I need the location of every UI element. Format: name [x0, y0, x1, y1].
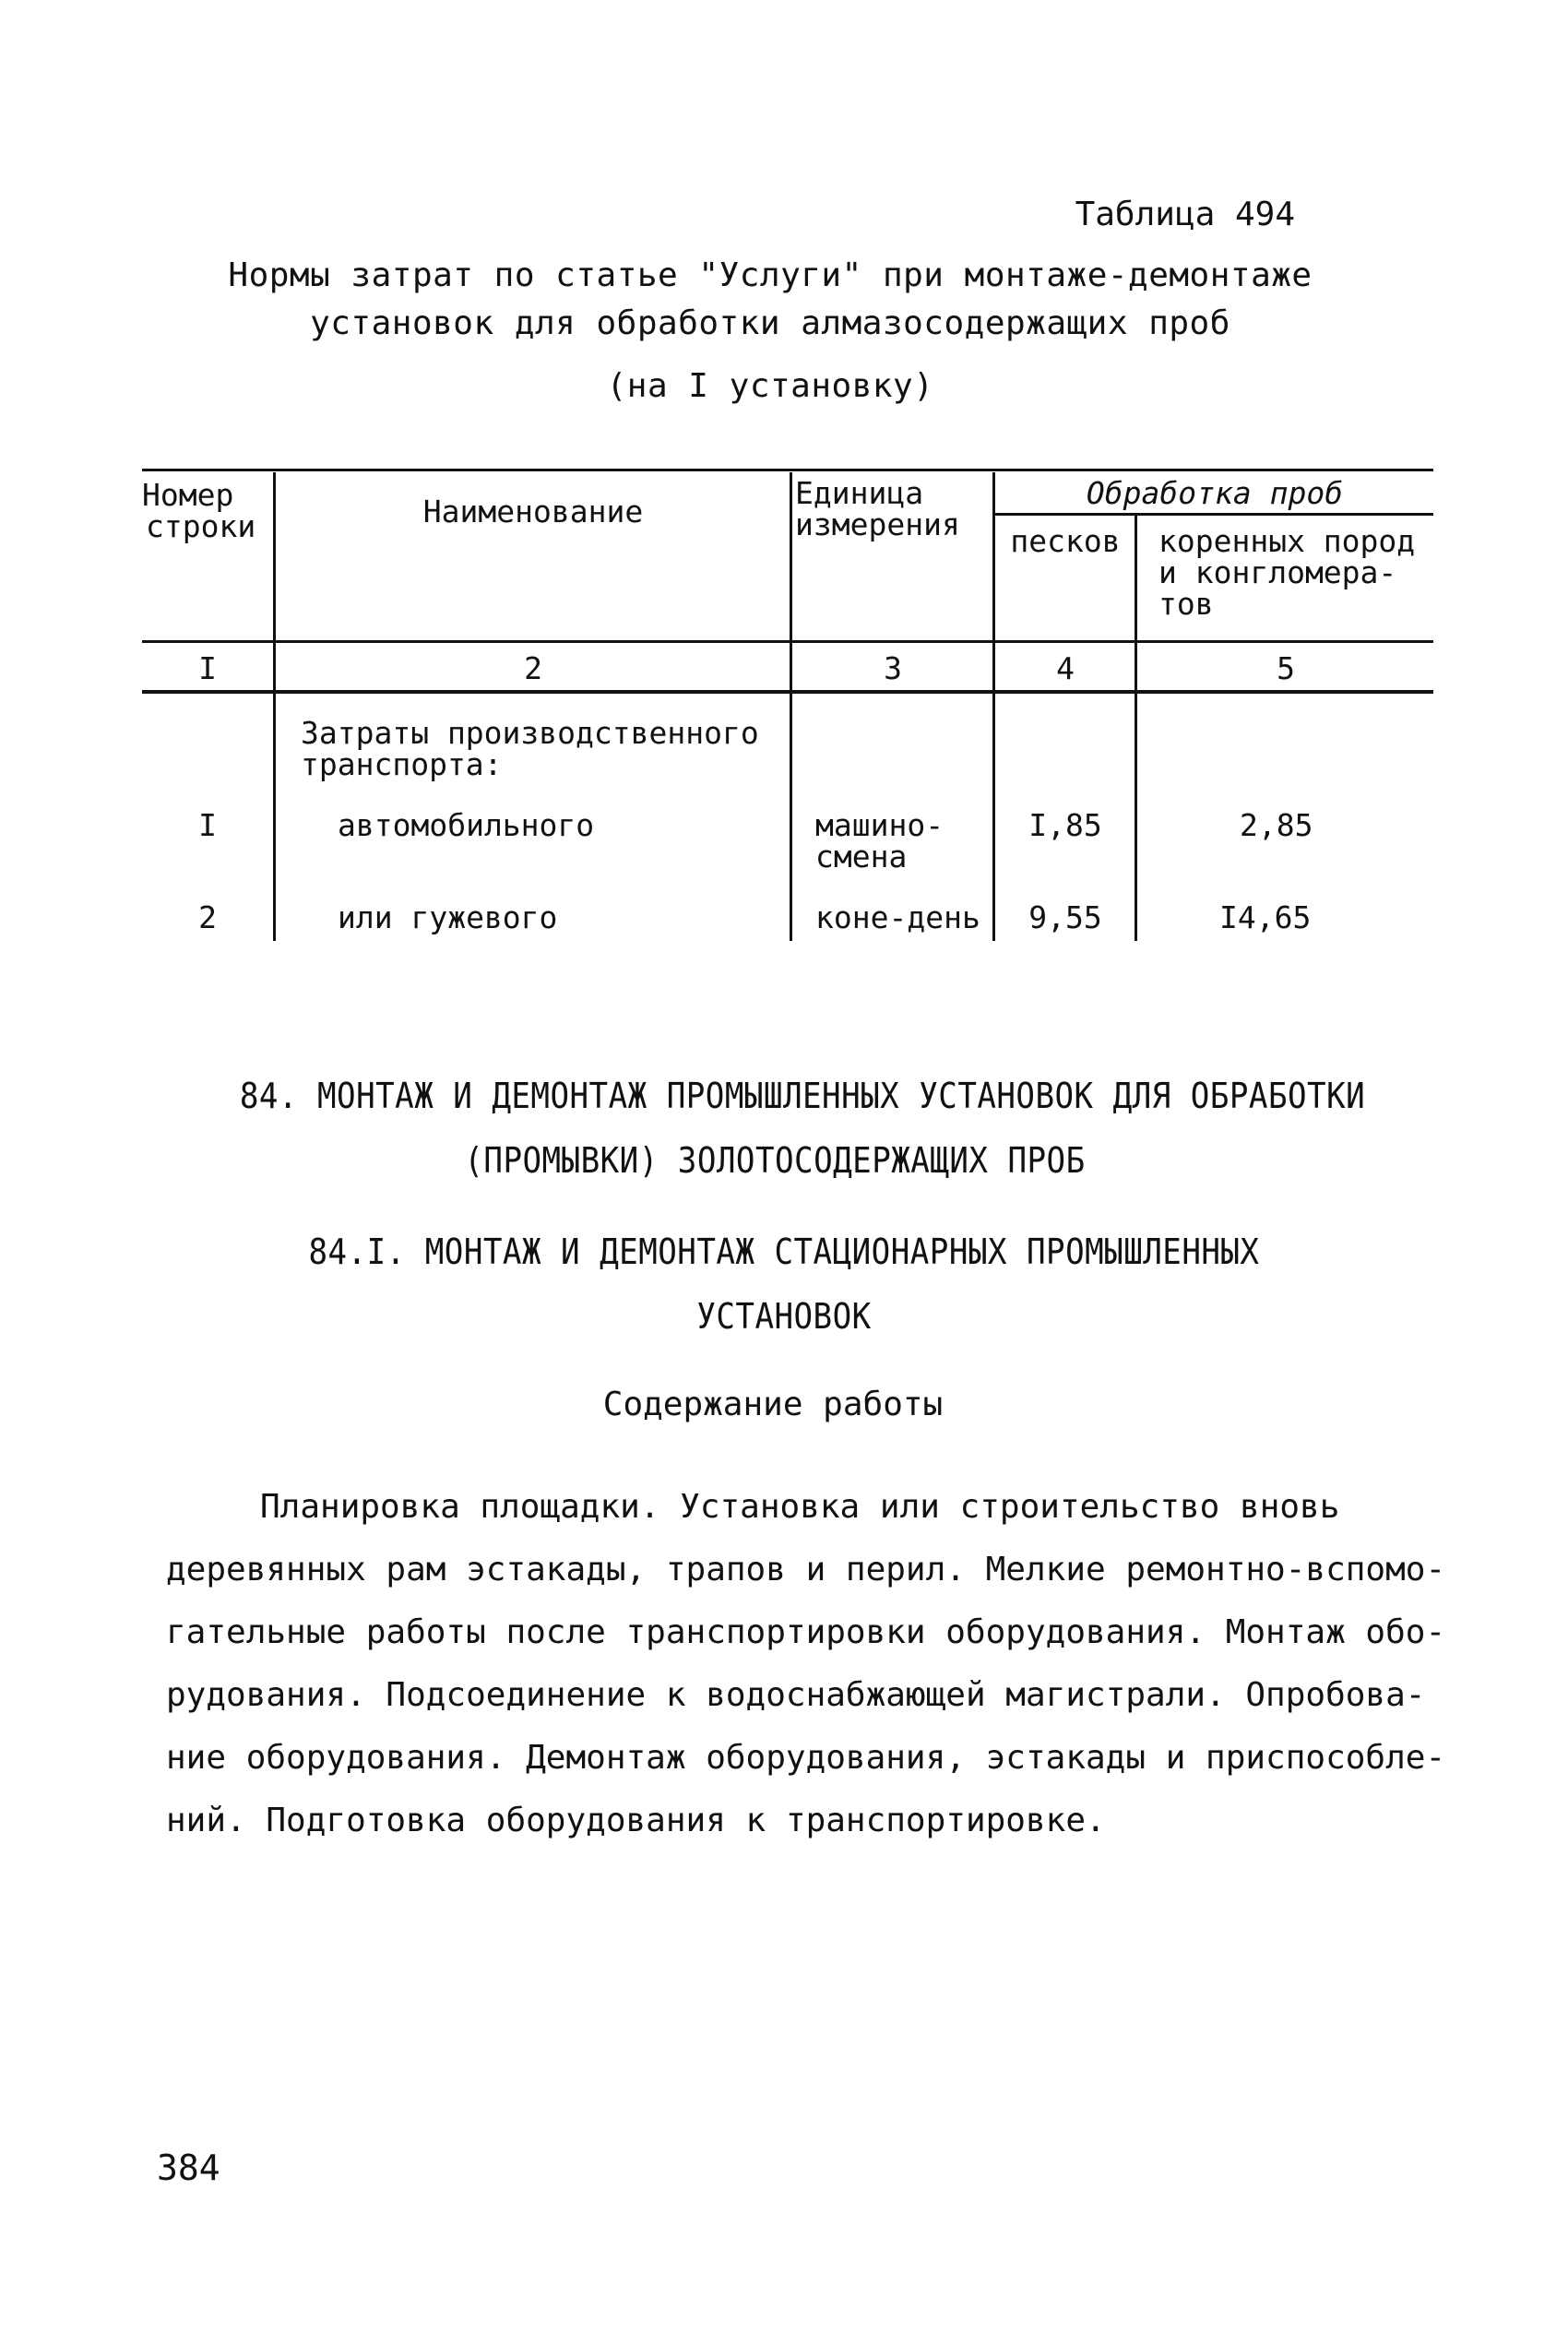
- header-unit-line-1: Единица: [795, 475, 924, 511]
- table-top-rule: [142, 469, 1433, 471]
- table-number: Таблица 494: [1075, 196, 1295, 233]
- norms-table: [0, 0, 1568, 1015]
- header-sands: песков: [1010, 523, 1121, 559]
- group-header-rule: [994, 513, 1433, 516]
- page-number: 384: [157, 2148, 220, 2188]
- header-bottom-rule: [142, 640, 1433, 643]
- header-row-number-line-2: строки: [146, 508, 256, 544]
- paragraph-line-4: рудования. Подсоединение к водоснабжающей магистрали. Опробова-: [166, 1676, 1426, 1714]
- subsection-title-line-1: 84.I. МОНТАЖ И ДЕМОНТАЖ СТАЦИОНАРНЫХ ПРОМЫШЛЕННЫХ: [308, 1231, 1260, 1272]
- column-number-2: 2: [524, 650, 542, 686]
- table-row-2-rocks: I4,65: [1219, 899, 1312, 935]
- column-number-4: 4: [1056, 650, 1075, 686]
- table-row-1-unit-line-1: машино-: [815, 807, 944, 843]
- subsection-title-line-2: УСТАНОВОК: [696, 1296, 872, 1337]
- column-number-3: 3: [884, 650, 902, 686]
- header-rocks-line-1: коренных пород: [1158, 523, 1416, 559]
- work-content-heading: Содержание работы: [602, 1386, 944, 1423]
- col-divider-2: [790, 472, 792, 941]
- paragraph-line-2: деревянных рам эстакады, трапов и перил. Мелкие ремонтно-вспомо-: [166, 1551, 1446, 1588]
- header-rocks-line-2: и конгломера-: [1158, 554, 1397, 590]
- group-row-line-2: транспорта:: [301, 746, 503, 782]
- section-title-line-1: 84. МОНТАЖ И ДЕМОНТАЖ ПРОМЫШЛЕННЫХ УСТАНОВОК ДЛЯ ОБРАБОТКИ: [239, 1076, 1366, 1116]
- header-name: Наименование: [422, 494, 644, 529]
- paragraph-line-3: гательные работы после транспортировки оборудования. Монтаж обо-: [166, 1613, 1446, 1651]
- header-group-processing: Обработка проб: [1086, 475, 1344, 511]
- table-caption-line-2: установок для обработки алмазосодержащих проб: [310, 304, 1230, 342]
- header-rocks-line-3: тов: [1158, 586, 1214, 622]
- table-row-1-name: автомобильного: [338, 807, 595, 843]
- paragraph-line-5: ние оборудования. Демонтаж оборудования, эстакады и приспособле-: [166, 1739, 1446, 1777]
- col-divider-3: [992, 472, 995, 941]
- table-row-2-unit: коне-день: [815, 899, 980, 935]
- col-divider-4: [1134, 515, 1137, 941]
- table-row-2-sands: 9,55: [1028, 899, 1102, 935]
- header-row-number-line-1: Номер: [142, 477, 234, 513]
- column-number-5: 5: [1277, 650, 1295, 686]
- table-row-2-number: 2: [198, 899, 217, 935]
- table-row-1-rocks: 2,85: [1240, 807, 1313, 843]
- table-row-2-name: или гужевого: [338, 899, 558, 935]
- column-numbers-bottom-rule: [142, 690, 1433, 694]
- section-title-line-2: (ПРОМЫВКИ) ЗОЛОТОСОДЕРЖАЩИХ ПРОБ: [464, 1140, 1086, 1181]
- col-divider-1: [273, 472, 276, 941]
- table-row-1-number: I: [198, 807, 217, 843]
- column-number-1: I: [198, 650, 217, 686]
- work-content-paragraph: [166, 1476, 1446, 1852]
- paragraph-line-6: ний. Подготовка оборудования к транспортировке.: [166, 1802, 1106, 1839]
- header-unit-line-2: измерения: [795, 506, 960, 542]
- table-row-1-sands: I,85: [1028, 807, 1102, 843]
- table-caption-line-3: (на I установку): [606, 367, 934, 405]
- table-caption-line-1: Нормы затрат по статье "Услуги" при монтаже-демонтаже: [228, 256, 1313, 294]
- group-row-line-1: Затраты производственного: [301, 715, 759, 751]
- table-row-1-unit-line-2: смена: [815, 839, 908, 874]
- paragraph-line-1: Планировка площадки. Установка или строительство вновь: [260, 1488, 1340, 1526]
